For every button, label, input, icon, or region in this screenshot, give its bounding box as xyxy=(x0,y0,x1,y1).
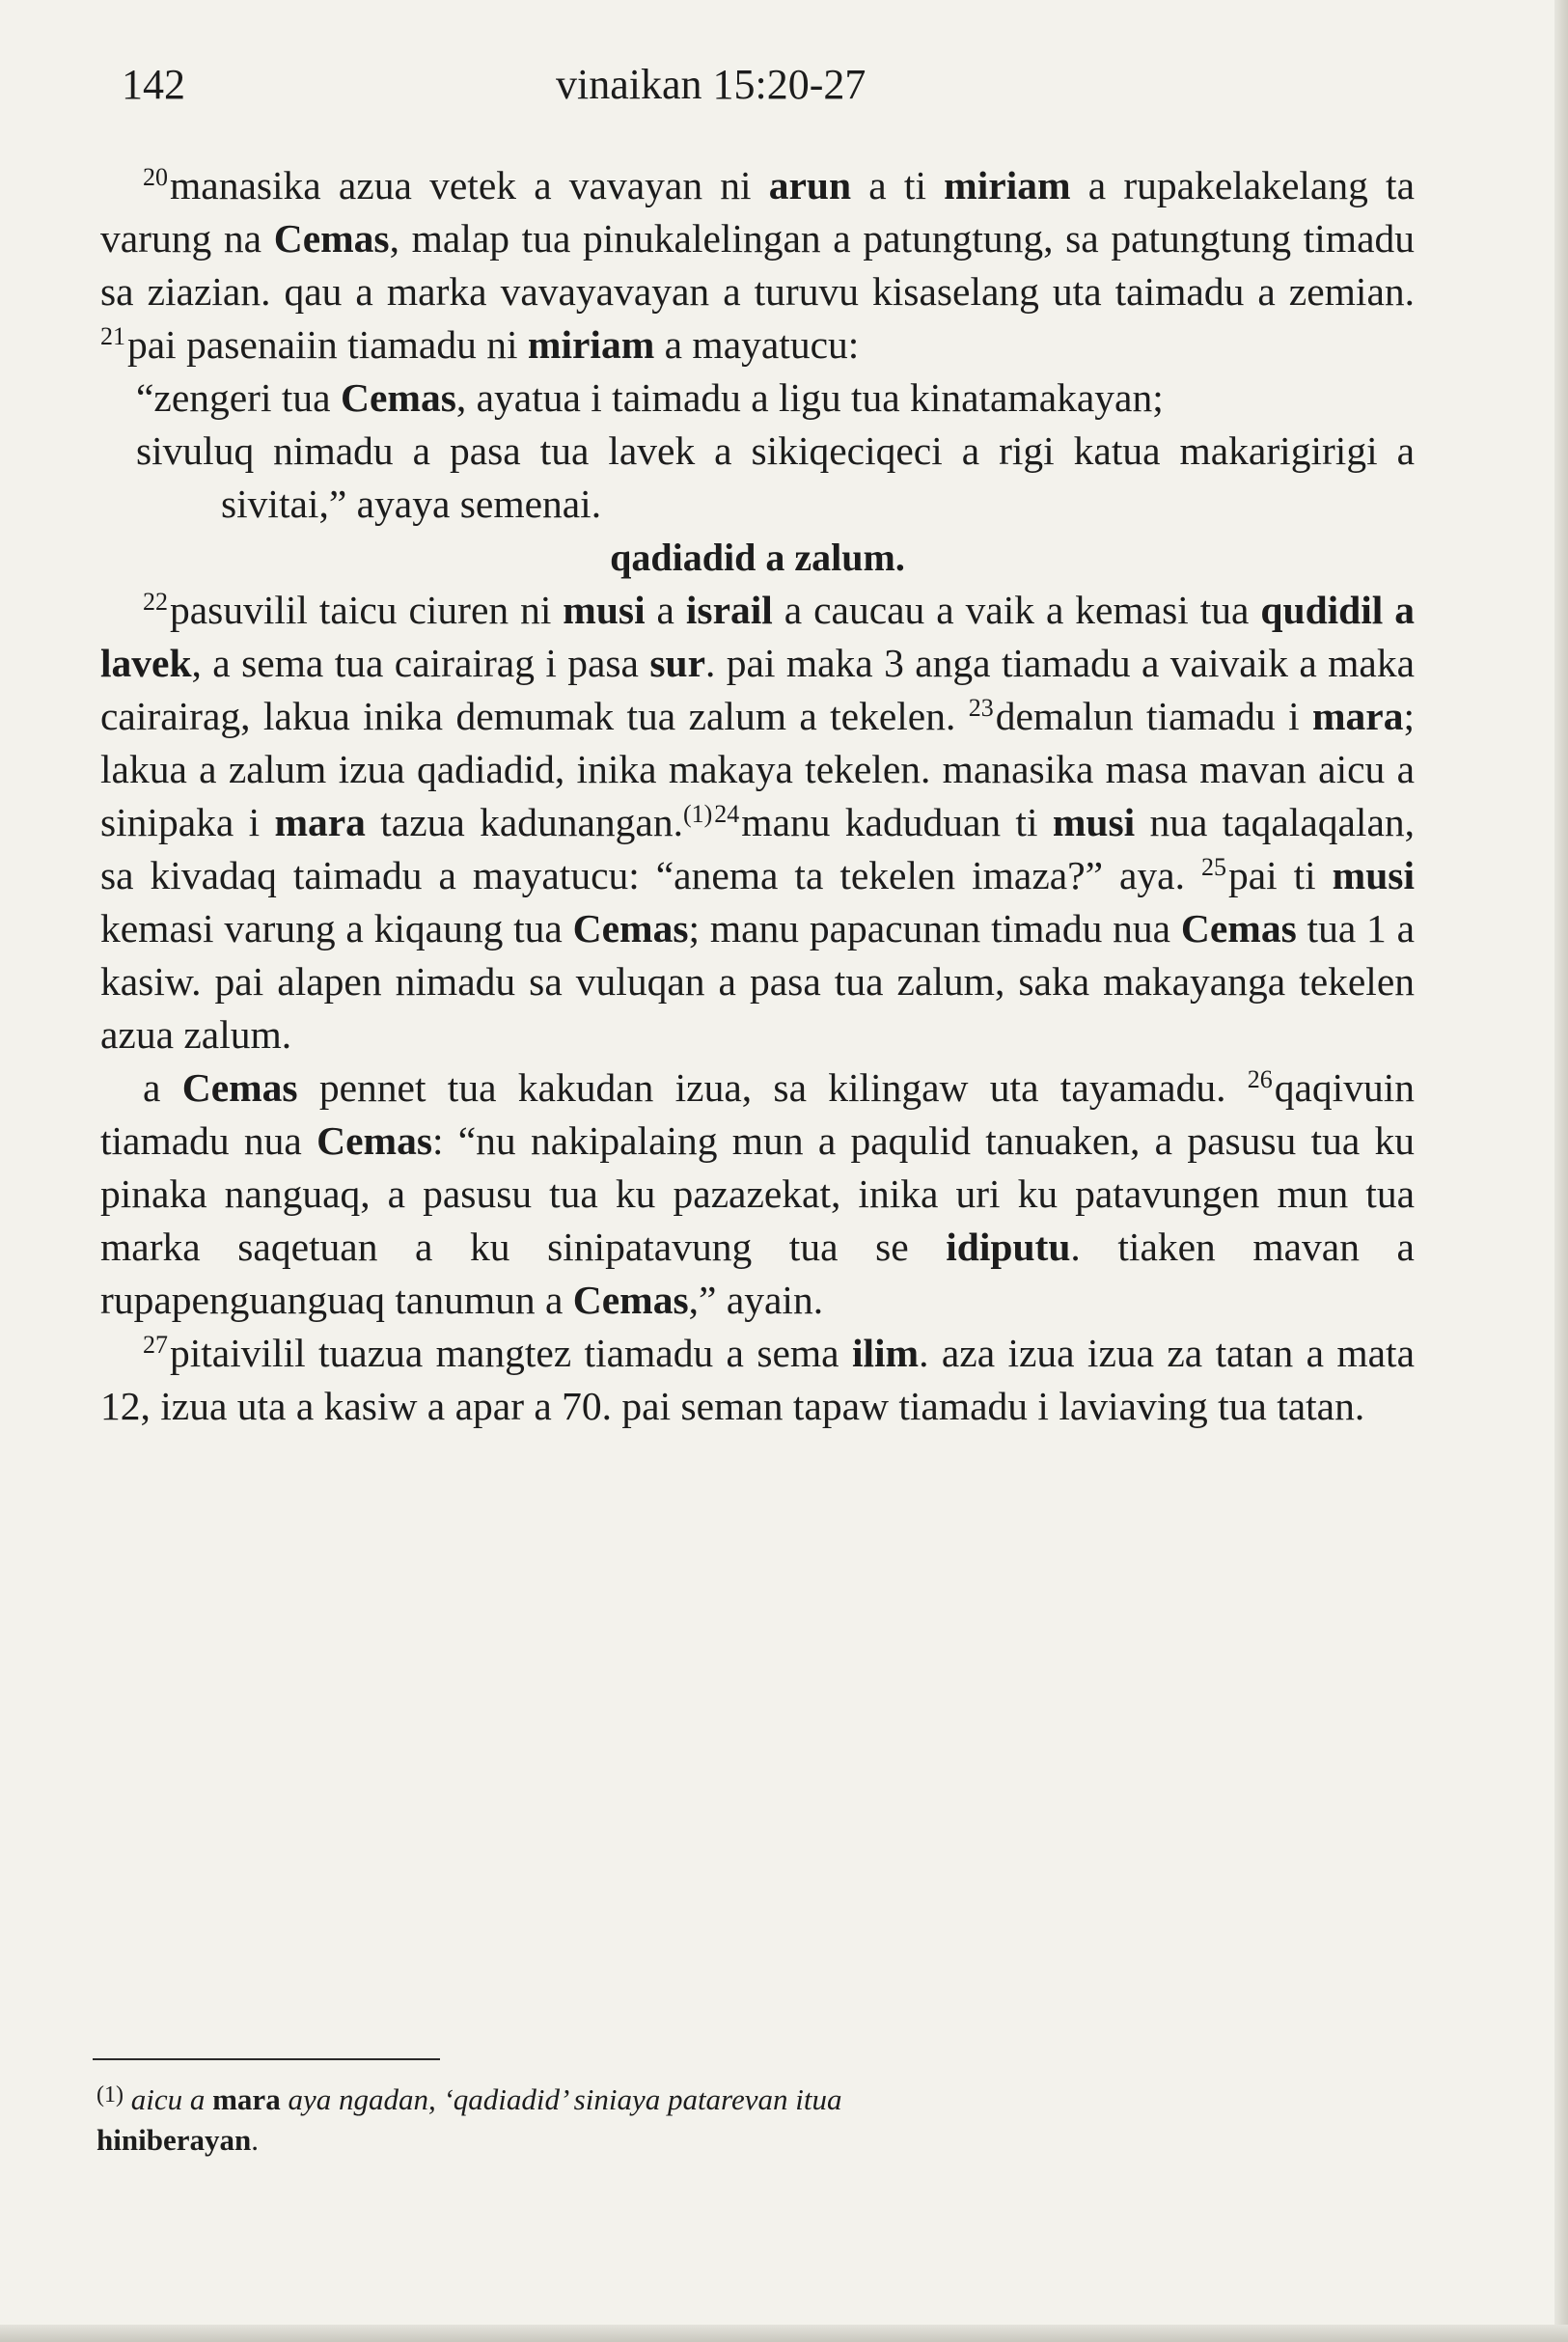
text-run: a xyxy=(143,1065,182,1110)
bold-term: Cemas xyxy=(273,216,390,261)
bold-term: miriam xyxy=(944,163,1071,207)
bold-term: musi xyxy=(1332,853,1415,897)
text-run: qaqivuin tiamadu nua xyxy=(100,1065,1415,1163)
page-number: 142 xyxy=(122,61,185,108)
bold-term: Cemas xyxy=(1180,906,1297,951)
text-run: ; lakua a zalum izua qadiadid, inika makaya tekelen. manasika masa mavan aicu a sinipaka i xyxy=(100,694,1416,844)
bold-term: ilim xyxy=(851,1331,920,1375)
bold-term: israil xyxy=(685,588,773,632)
paragraph-verse-27 xyxy=(100,1327,1415,1433)
paragraph-cemas xyxy=(100,1061,1415,1327)
footnote xyxy=(96,2075,1206,2161)
poetry-block xyxy=(100,372,1415,531)
text-run: pennet tua kakudan izua, sa kilingaw uta tayamadu. xyxy=(297,1065,1248,1110)
bold-term: qudidil a lavek xyxy=(100,588,1415,685)
book-spine-edge xyxy=(1554,0,1568,2342)
text-run: demalun tiamadu i xyxy=(995,694,1312,738)
paragraph-verse-20 xyxy=(100,159,1415,372)
text-run: ; manu papacunan timadu nua xyxy=(688,906,1181,951)
bold-term: sur xyxy=(649,641,706,685)
verse-number: 23 xyxy=(968,694,994,722)
bold-term: mara xyxy=(274,800,366,844)
verse-number: 21 xyxy=(100,322,125,350)
bold-term: musi xyxy=(563,588,646,632)
bold-term: arun xyxy=(768,163,852,207)
text-run: pitaivilil tuazua mangtez tiamadu a sema xyxy=(170,1331,852,1375)
footnote-text: aya ngadan, ‘qadiadid’ siniaya patarevan itua xyxy=(280,2082,842,2116)
text-run: ,” ayain. xyxy=(688,1278,824,1322)
bold-term: Cemas xyxy=(572,1278,689,1322)
paragraph-verse-22 xyxy=(100,584,1415,1061)
text-run: tua 1 a kasiw. pai alapen nimadu sa vuluqan a pasa tua zalum, saka makayanga tekelen azua zalum. xyxy=(100,906,1416,1057)
text-run: pasuvilil taicu ciuren ni xyxy=(170,588,564,632)
text-run: . pai maka 3 anga tiamadu a vaivaik a maka cairairag, lakua inika demumak tua zalum a tekelen. xyxy=(100,641,1415,738)
bold-term: Cemas xyxy=(316,1118,432,1163)
text-run: nua taqalaqalan, sa kivadaq taimadu a mayatucu: “anema ta tekelen imaza?” aya. xyxy=(100,800,1415,897)
text-run: : “nu nakipalaing mun a paqulid tanuaken, a pasusu tua ku pinaka nanguaq, a pasusu tua ku pazazekat, inika uri ku patavungen mun tua marka saqetuan a ku sinipatavung tua se xyxy=(100,1118,1415,1269)
text-run: a ti xyxy=(851,163,945,207)
chapter-reference: vinaikan 15:20-27 xyxy=(556,61,867,108)
text-run: tazua kadunangan. xyxy=(365,800,683,844)
bold-term: hiniberayan xyxy=(96,2123,252,2157)
text-run: kemasi varung a kiqaung tua xyxy=(100,906,573,951)
text-run: . aza izua izua za tatan a mata 12, izua uta a kasiw a apar a 70. pai seman tapaw tiamadu i laviaving tua tatan. xyxy=(100,1331,1415,1428)
bold-term: mara xyxy=(1311,694,1404,738)
bold-term: mara xyxy=(212,2082,281,2116)
text-run: “zengeri tua xyxy=(136,375,341,420)
verse-number: 20 xyxy=(143,163,168,191)
text-run: manu kaduduan ti xyxy=(741,800,1053,844)
footnote-text: aicu a xyxy=(123,2082,213,2116)
text-run: a mayatucu: xyxy=(654,322,860,367)
footnote-text: . xyxy=(251,2123,259,2157)
verse-number: 24 xyxy=(714,800,740,828)
text-run: manasika azua vetek a vavayan ni xyxy=(170,163,769,207)
running-header xyxy=(122,60,1405,118)
section-heading: qadiadid a zalum. xyxy=(610,536,905,579)
footnote-marker[interactable]: (1) xyxy=(682,800,713,828)
text-run: a xyxy=(645,588,686,632)
page-bottom-edge xyxy=(0,2325,1568,2342)
poetry-line-1 xyxy=(100,372,1415,425)
text-run: pai ti xyxy=(1227,853,1333,897)
bold-term: Cemas xyxy=(340,375,456,420)
poetry-line-2: sivuluq nimadu a pasa tua lavek a sikiqeciqeci a rigi katua makarigirigi a sivitai,” ayaya semenai. xyxy=(136,428,1415,526)
text-run: . tiaken mavan a rupapenguanguaq tanumun a xyxy=(100,1225,1415,1322)
text-run: pai pasenaiin tiamadu ni xyxy=(127,322,528,367)
bold-term: miriam xyxy=(527,322,655,367)
text-run: a caucau a vaik a kemasi tua xyxy=(772,588,1261,632)
text-run: a rupakelakelang ta varung na xyxy=(100,163,1415,261)
bold-term: idiputu xyxy=(946,1225,1071,1269)
verse-number: 27 xyxy=(143,1331,168,1359)
body-text xyxy=(100,159,1415,1433)
verse-number: 22 xyxy=(143,588,168,616)
bold-term: Cemas xyxy=(572,906,689,951)
verse-number: 26 xyxy=(1247,1065,1273,1093)
text-run: , a sema tua cairairag i pasa xyxy=(191,641,650,685)
footnote-divider xyxy=(93,2058,440,2060)
text-run: , malap tua pinukalelingan a patungtung, sa patungtung timadu sa ziazian. qau a marka vavayavayan a turuvu kisaselang uta taimadu a zemian. xyxy=(100,216,1415,314)
verse-number: 25 xyxy=(1200,853,1226,881)
bold-term: Cemas xyxy=(181,1065,298,1110)
footnote-number: (1) xyxy=(96,2082,124,2108)
text-run: , ayatua i taimadu a ligu tua kinatamakayan; xyxy=(455,375,1164,420)
bold-term: musi xyxy=(1052,800,1136,844)
